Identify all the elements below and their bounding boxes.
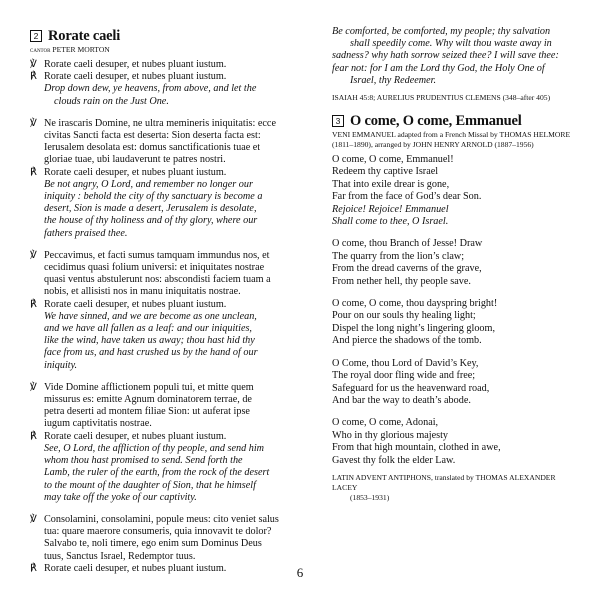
translation-line: and we have all fallen as a leaf: and our iniquities,	[44, 323, 252, 335]
translation-line: may take off the yoke of our captivity.	[44, 491, 197, 503]
hymn-line: From that high mountain, clothed in awe,	[332, 442, 501, 454]
hymn-stanza	[332, 417, 582, 467]
hymn-line: Gavest thy folk the elder Law.	[332, 454, 456, 466]
hymn-line: Far from the face of God’s dear Son.	[332, 191, 482, 203]
translation-line: fathers praised thee.	[44, 227, 128, 239]
versicle-continuation: iugum captivitatis nostrae.	[44, 418, 152, 430]
hymn-line: Redeem thy captive Israel	[332, 166, 439, 178]
translation-line: Be not angry, O Lord, and remember no longer our	[44, 178, 253, 190]
translation-line: iniquity : behold the city of thy sanctuary is become a	[44, 191, 263, 203]
hymn-stanza	[332, 238, 582, 288]
translation-line: the house of thy holiness and of thy glory, where our	[44, 215, 258, 227]
translation-line: iniquity.	[44, 359, 78, 371]
hymn-line: Who in thy glorious majesty	[332, 429, 449, 441]
versicle-line: ℣ Vide Domine afflictionem populi tui, et mitte quem	[30, 381, 254, 393]
scripture-source: ISAIAH 45:8; AURELIUS PRUDENTIUS CLEMENS (348–after 405)	[332, 93, 551, 103]
refrain-line: Rejoice! Rejoice! Emmanuel	[332, 203, 449, 215]
translation-line: fear not: for I am the Lord thy God, the Holy One of	[332, 62, 545, 74]
hymn-line: And bar the way to death’s abode.	[332, 394, 471, 406]
hymn-line: Pour on our souls thy healing light;	[332, 310, 476, 322]
versicle-line: ℣ Rorate caeli desuper, et nubes pluant iustum.	[30, 59, 227, 70]
translation-line: shall speedily come. Why wilt thou waste away in	[350, 38, 552, 50]
versicle-continuation: gloriae tuae, ubi laudaverunt te patres nostri.	[44, 154, 226, 166]
response-line: ℟ Rorate caeli desuper, et nubes pluant iustum.	[30, 562, 227, 574]
hymn-stanza	[332, 154, 582, 228]
versicle-continuation: nobis, et allisisti nos in manu iniquitatis nostrae.	[44, 286, 241, 298]
translation-line: See, O Lord, the affliction of thy people, and send him	[44, 442, 265, 454]
versicle-line: ℣ Consolamini, consolamini, popule meus: cito veniet salus	[30, 513, 279, 525]
section-title: O come, O come, Emmanuel	[350, 112, 522, 129]
hymn-line: The royal door fling wide and free;	[332, 370, 476, 382]
track-number-box: 2	[30, 30, 42, 42]
translation-line: Be comforted, be comforted, my people; thy salvation	[332, 26, 551, 37]
translation-line: desert, Sion is made a desert, Jerusalem is desolate,	[44, 203, 257, 215]
versicle-line: ℣ Peccavimus, et facti sumus tamquam immundus nos, et	[30, 249, 270, 261]
response-line: ℟ Rorate caeli desuper, et nubes pluant iustum.	[30, 71, 227, 83]
section-header-rorate	[30, 28, 320, 44]
translation-source: (1853–1931)	[350, 492, 390, 502]
response-line: ℟ Rorate caeli desuper, et nubes pluant iustum.	[30, 298, 227, 310]
translation-line: face from us, and hast crushed us by the hand of our	[44, 347, 258, 359]
composer-credit: (1811–1890), arranged by JOHN HENRY ARNOLD (1887–1956)	[332, 140, 534, 150]
composer-credit: VENI EMMANUEL adapted from a French Missal by THOMAS HELMORE	[332, 130, 571, 140]
versicle-continuation: cecidimus quasi folium universi: et iniquitates nostrae	[44, 262, 265, 274]
hymn-line: O Come, thou Lord of David’s Key,	[332, 357, 479, 369]
translation-line: whom thou hast promised to send. Send forth the	[44, 455, 243, 467]
translation-line: sadness? why hath sorrow seized thee? I will save thee:	[332, 50, 559, 62]
hymn-line: O come, O come, Adonai,	[332, 417, 439, 429]
translation-line: Drop down dew, ye heavens, from above, and let the	[44, 83, 257, 95]
section-header-emmanuel	[332, 113, 582, 129]
translation-line: Lamb, the ruler of the earth, from the rock of the desert	[44, 467, 270, 479]
section-title: Rorate caeli	[48, 27, 121, 44]
versicle-continuation: quasi ventus abstulerunt nos: abscondisti faciem tuam a	[44, 274, 271, 286]
response-line: ℟ Rorate caeli desuper, et nubes pluant iustum.	[30, 430, 227, 442]
hymn-line: From the dread caverns of the grave,	[332, 263, 482, 275]
left-column	[30, 28, 320, 575]
right-column	[332, 26, 582, 503]
translation-line: clouds rain on the Just One.	[54, 95, 169, 107]
versicle-line: ℣ Ne irascaris Domine, ne ultra memineris iniquitatis: ecce	[30, 117, 276, 129]
refrain-line: Shall come to thee, O Israel.	[332, 216, 449, 228]
translation-line: like the wind, have taken us away; thou hast hid thy	[44, 335, 255, 347]
translation-line: Israel, thy Redeemer.	[350, 74, 436, 86]
hymn-line: O come, thou Branch of Jesse! Draw	[332, 238, 483, 250]
versicle-continuation: Salvabo te, noli timere, ego enim sum Dominus Deus	[44, 538, 262, 550]
versicle-continuation: missurus es: emitte Agnum dominatorem terrae, de	[44, 394, 252, 406]
hymn-line: Safeguard for us the heavenward road,	[332, 382, 490, 394]
versicle-continuation: civitas Sancti facta est deserta: Sion deserta facta est:	[44, 130, 261, 142]
hymn-line: Dispel the long night’s lingering gloom,	[332, 322, 495, 334]
hymn-line: That into exile drear is gone,	[332, 178, 450, 190]
cantor-credit: cantor PETER MORTON	[30, 45, 110, 54]
translation-line: to the mount of the daughter of Sion, that he himself	[44, 479, 256, 491]
track-number-box: 3	[332, 115, 344, 127]
hymn-line: The quarry from the lion’s claw;	[332, 250, 465, 262]
hymn-line: O come, O come, thou dayspring bright!	[332, 298, 498, 310]
versicle-continuation: tuus, Sanctus Israel, Redemptor tuus.	[44, 550, 196, 562]
versicle-continuation: tua: quare maerore consumeris, quia innovavit te dolor?	[44, 526, 272, 538]
hymn-stanza	[332, 298, 582, 348]
translation-source: LATIN ADVENT ANTIPHONS, translated by THOMAS ALEXANDER LACEY	[332, 472, 556, 492]
hymn-line: From nether hell, thy people save.	[332, 275, 471, 287]
versicle-continuation: Ierusalem desolata est: domus sanctificationis tuae et	[44, 142, 261, 154]
page-number: 6	[296, 565, 304, 580]
hymn-stanza	[332, 358, 582, 408]
versicle-continuation: petra deserti ad montem filiae Sion: ut auferat ipse	[44, 406, 250, 418]
response-line: ℟ Rorate caeli desuper, et nubes pluant iustum.	[30, 166, 227, 178]
hymn-line: O come, O come, Emmanuel!	[332, 154, 454, 166]
hymn-line: And pierce the shadows of the tomb.	[332, 335, 482, 347]
translation-line: We have sinned, and we are become as one unclean,	[44, 310, 257, 322]
